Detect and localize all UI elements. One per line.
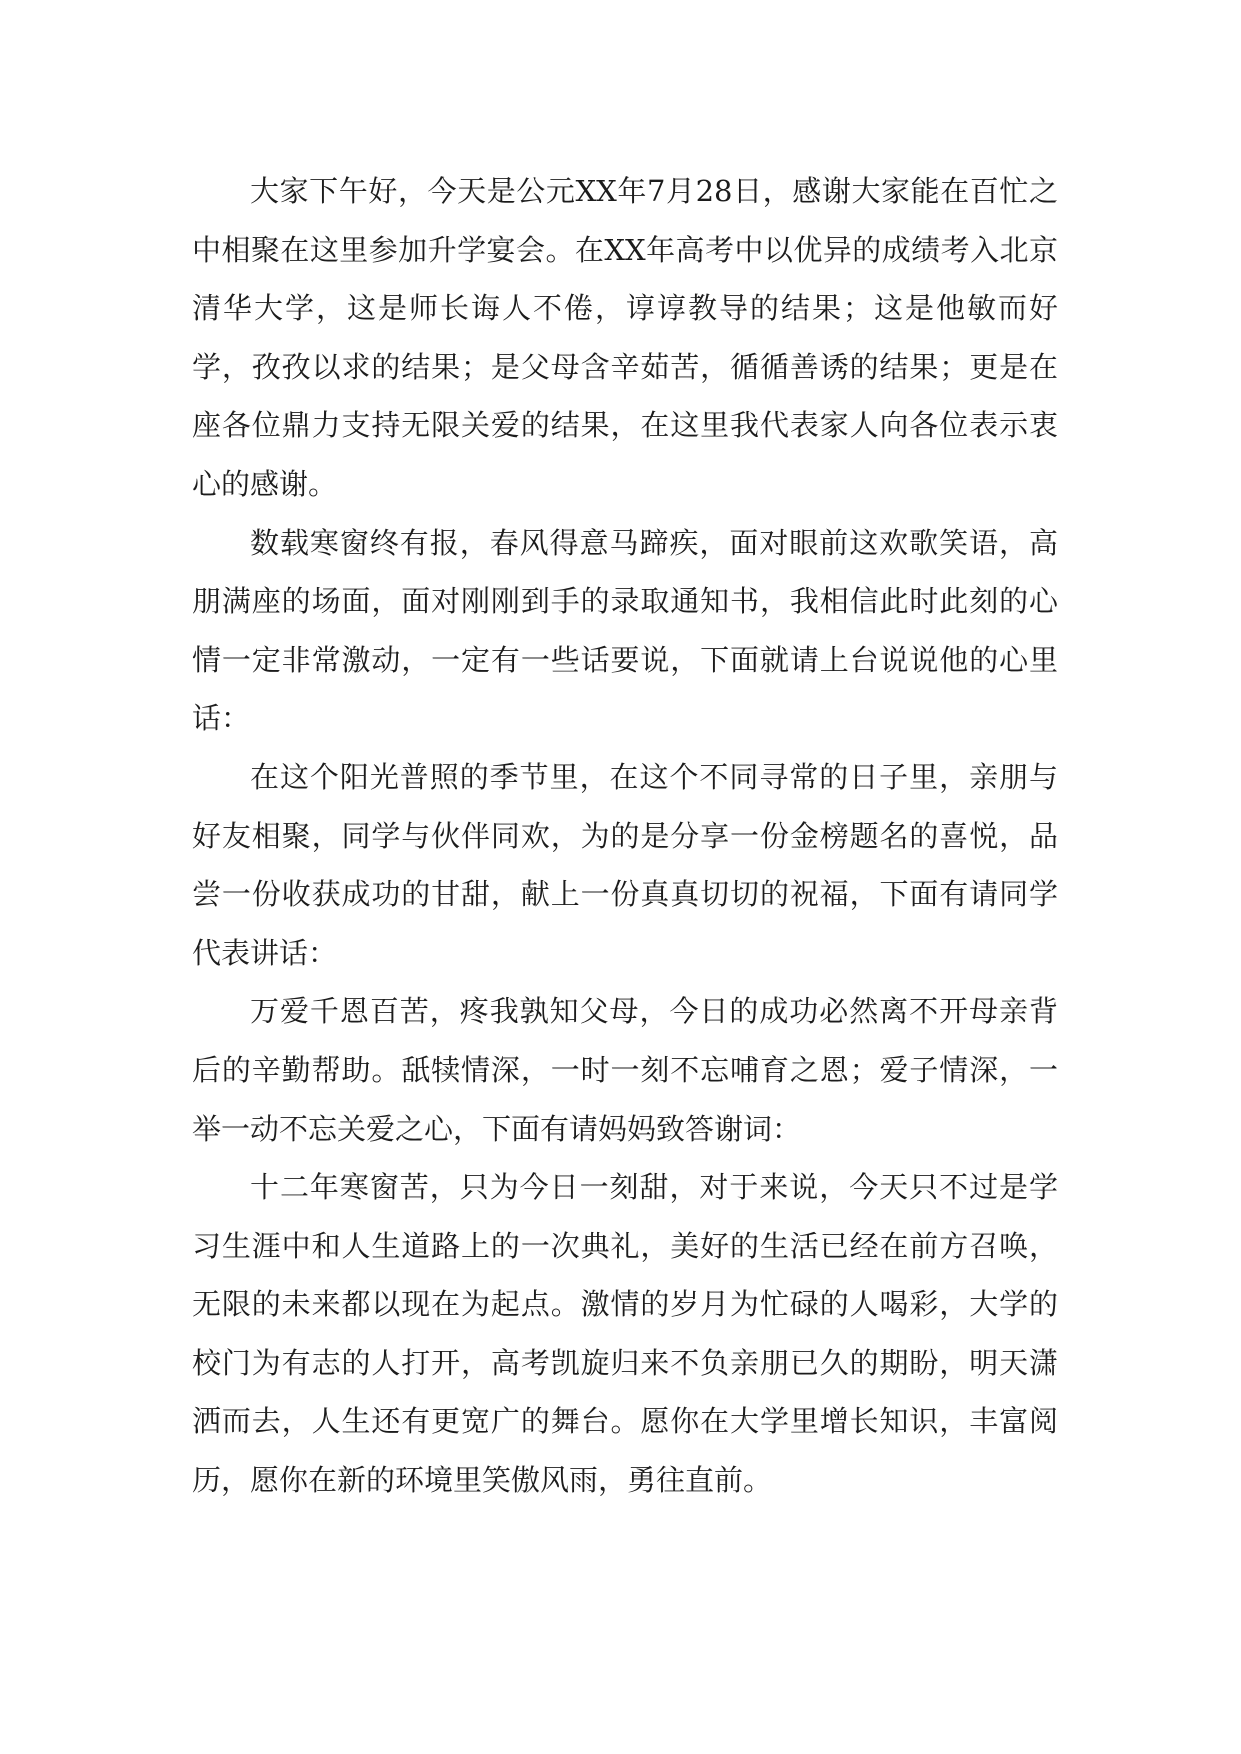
paragraph-admission: 数载寒窗终有报，春风得意马蹄疾，面对眼前这欢歌笑语，高朋满座的场面，面对刚刚到手的录取通知书，我相信此时此刻的心情一定非常激动，一定有一些话要说，下面就请上台说说他的心里话： xyxy=(192,525,1058,736)
speech-body xyxy=(192,162,1058,1510)
paragraph-opening: 大家下午好，今天是公元XX年7月28日，感谢大家能在百忙之中相聚在这里参加升学宴会。在XX年高考中以优异的成绩考入北京清华大学，这是师长诲人不倦，谆谆教导的结果；这是他敏而好学，孜孜以求的结果；是父母含辛茹苦，循循善诱的结果；更是在座各位鼎力支持无限关爱的结果，在这里我代表家人向各位表示衷心的感谢。 xyxy=(192,174,1058,501)
paragraph-closing-wishes: 十二年寒窗苦，只为今日一刻甜，对于来说，今天只不过是学习生涯中和人生道路上的一次典礼，美好的生活已经在前方召唤，无限的未来都以现在为起点。激情的岁月为忙碌的人喝彩，大学的校门为有志的人打开，高考凯旋归来不负亲朋已久的期盼，明天潇洒而去，人生还有更宽广的舞台。愿你在大学里增长知识，丰富阅历，愿你在新的环境里笑傲风雨，勇往直前。 xyxy=(192,1170,1058,1498)
paragraph-mother-invite: 万爱千恩百苦，疼我孰知父母，今日的成功必然离不开母亲背后的辛勤帮助。舐犊情深，一时一刻不忘哺育之恩；爱子情深，一举一动不忘关爱之心，下面有请妈妈致答谢词： xyxy=(192,994,1058,1146)
paragraph-classmate-invite: 在这个阳光普照的季节里，在这个不同寻常的日子里，亲朋与好友相聚，同学与伙伴同欢，为的是分享一份金榜题名的喜悦，品尝一份收获成功的甘甜，献上一份真真切切的祝福，下面有请同学代表讲话： xyxy=(192,759,1058,970)
